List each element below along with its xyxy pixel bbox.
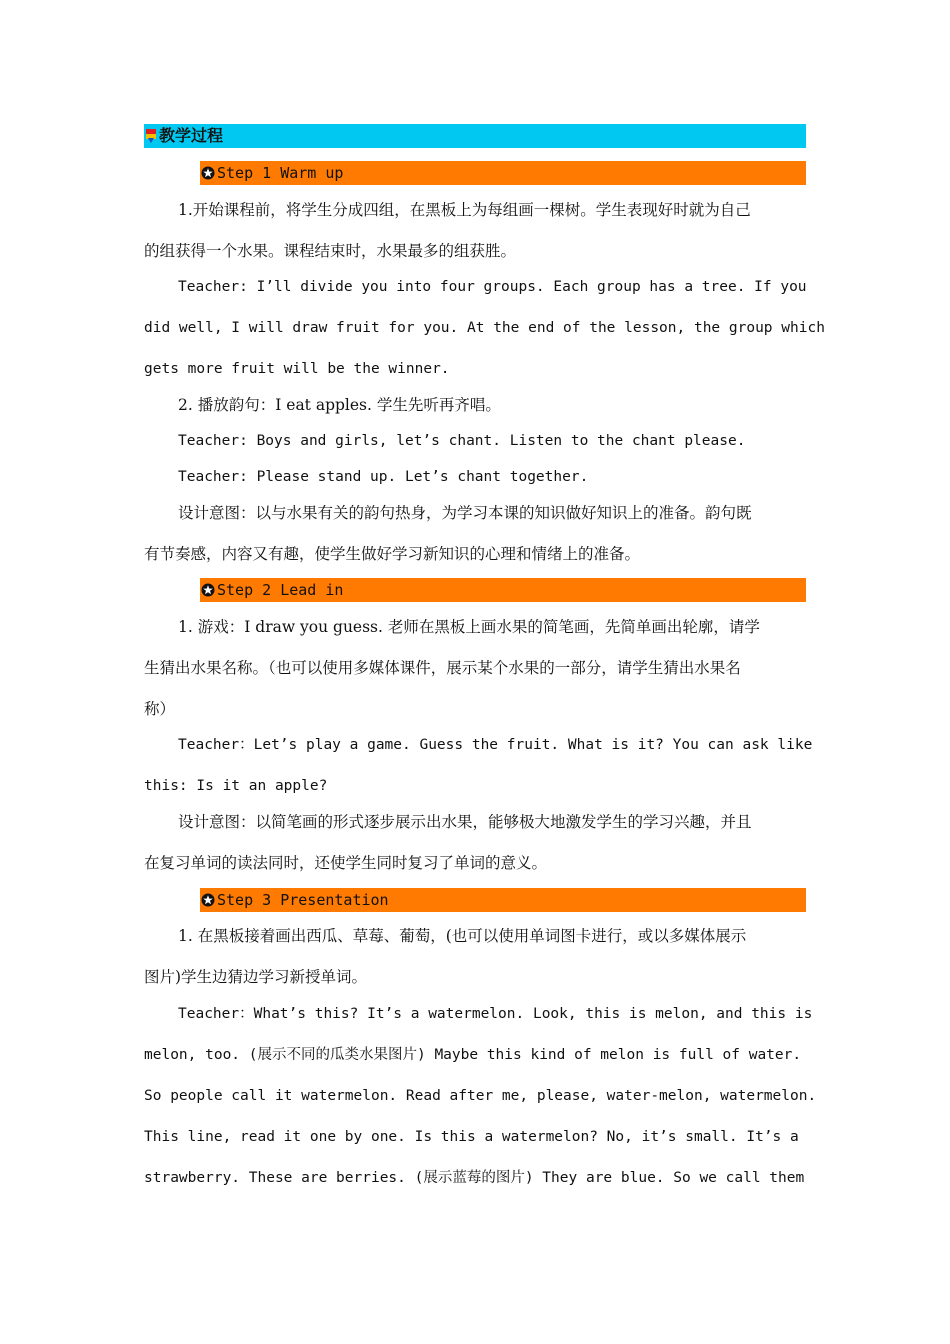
design-intent: 设计意图：以与水果有关的韵句热身，为学习本课的知识做好知识上的准备。韵句既 [178, 504, 752, 522]
star-bullet-icon [201, 583, 215, 597]
step-1-heading: Step 1 Warm up [200, 161, 806, 185]
step-2-heading: Step 2 Lead in [200, 578, 806, 602]
star-bullet-icon [201, 166, 215, 180]
bookmark-icon [146, 129, 156, 143]
paragraph: strawberry. These are berries. (展示蓝莓的图片) They are blue. So we call them [144, 1170, 805, 1186]
paragraph: Teacher: I’ll divide you into four groups. Each group has a tree. If you [178, 279, 807, 295]
design-intent: 有节奏感，内容又有趣，使学生做好学习新知识的心理和情绪上的准备。 [144, 545, 641, 563]
paragraph: Teacher：Let’s play a game. Guess the fruit. What is it? You can ask like [178, 737, 813, 753]
paragraph: 图片)学生边猜边学习新授单词。 [144, 968, 368, 986]
star-bullet-icon [201, 893, 215, 907]
paragraph: 2. 播放韵句：I eat apples. 学生先听再齐唱。 [178, 396, 501, 414]
paragraph: melon, too. (展示不同的瓜类水果图片) Maybe this kind of melon is full of water. [144, 1047, 802, 1063]
paragraph: 1. 在黑板接着画出西瓜、草莓、葡萄，(也可以使用单词图卡进行，或以多媒体展示 [178, 927, 747, 945]
step-3-heading: Step 3 Presentation [200, 888, 806, 912]
paragraph: 1. 游戏：I draw you guess. 老师在黑板上画水果的简笔画，先简单画出轮廓，请学 [178, 618, 760, 636]
paragraph: this: Is it an apple? [144, 778, 328, 794]
paragraph: This line, read it one by one. Is this a watermelon? No, it’s small. It’s a [144, 1129, 799, 1145]
paragraph: 的组获得一个水果。课程结束时，水果最多的组获胜。 [144, 242, 517, 260]
paragraph: gets more fruit will be the winner. [144, 361, 450, 377]
paragraph: 生猜出水果名称。（也可以使用多媒体课件，展示某个水果的一部分，请学生猜出水果名 [144, 659, 741, 677]
section-title: 教学过程 [159, 126, 224, 145]
paragraph: So people call it watermelon. Read after me, please, water-melon, watermelon. [144, 1088, 817, 1104]
section-header [144, 124, 806, 148]
paragraph: Teacher: Please stand up. Let’s chant together. [178, 469, 589, 485]
paragraph: 1.开始课程前，将学生分成四组，在黑板上为每组画一棵树。学生表现好时就为自己 [178, 201, 751, 219]
paragraph: 称） [144, 700, 176, 718]
paragraph: Teacher：What’s this? It’s a watermelon. Look, this is melon, and this is [178, 1006, 813, 1022]
design-intent: 在复习单词的读法同时，还使学生同时复习了单词的意义。 [144, 854, 548, 872]
design-intent: 设计意图：以简笔画的形式逐步展示出水果，能够极大地激发学生的学习兴趣，并且 [178, 813, 752, 831]
paragraph: Teacher: Boys and girls, let’s chant. Listen to the chant please. [178, 433, 746, 449]
paragraph: did well, I will draw fruit for you. At the end of the lesson, the group which [144, 320, 825, 336]
